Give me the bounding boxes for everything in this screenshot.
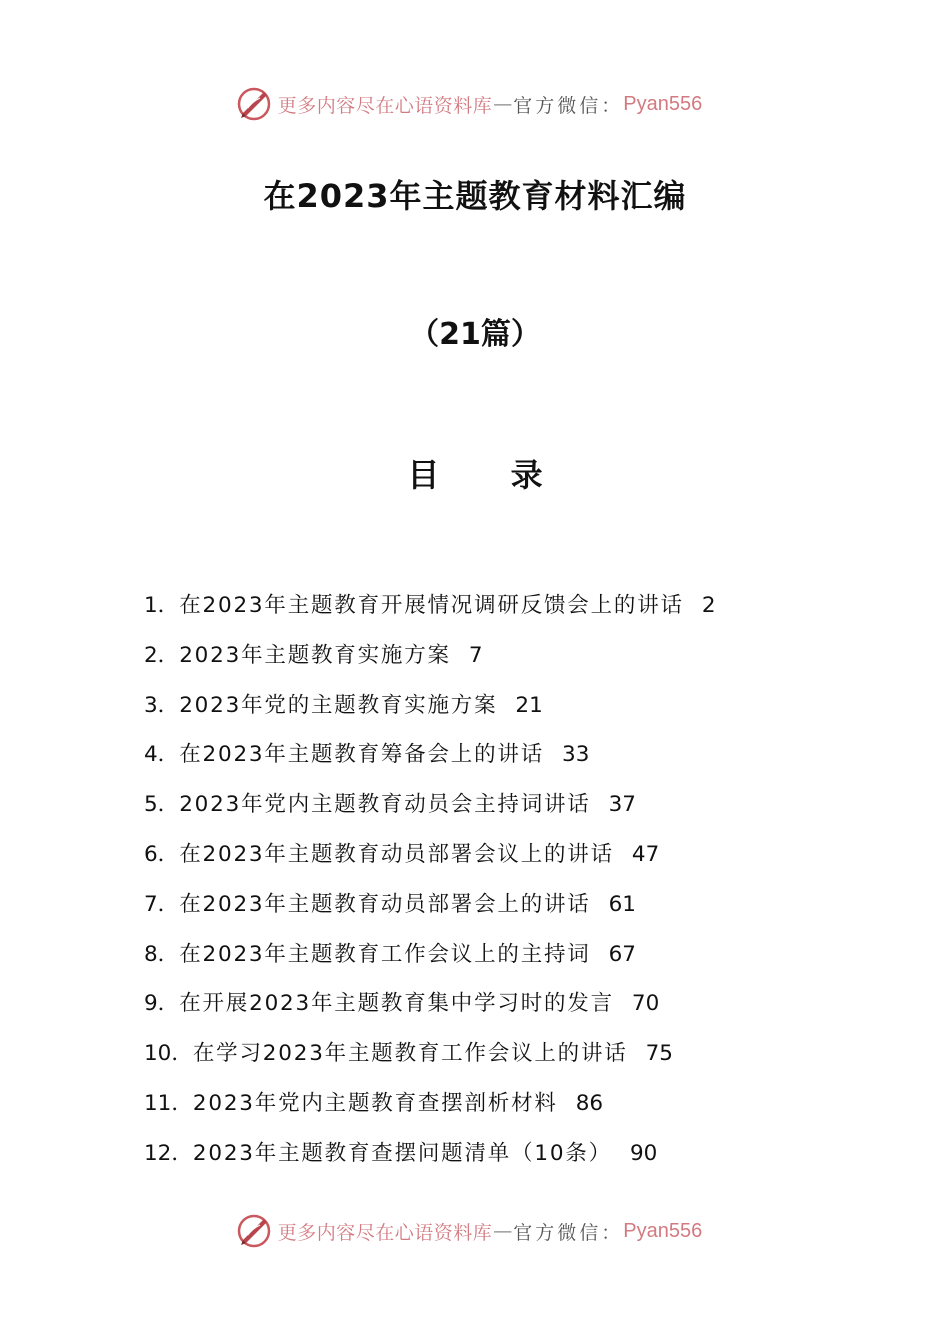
- document-title: 在2023年主题教育材料汇编: [263, 177, 687, 215]
- toc-item-page: 33: [562, 742, 590, 768]
- table-of-contents: [144, 583, 844, 1181]
- toc-item[interactable]: [144, 882, 844, 932]
- toc-item-page: 70: [631, 991, 660, 1017]
- toc-item-title: 2023年主题教育实施方案: [179, 642, 451, 668]
- toc-item[interactable]: [144, 782, 844, 832]
- watermark-official-label: 官方微信：: [513, 1221, 624, 1244]
- toc-item-page: 2: [701, 593, 716, 618]
- toc-item-title: 2023年党内主题教育动员会主持词讲话: [179, 792, 591, 818]
- toc-item-number: 3．: [144, 692, 180, 718]
- toc-item-number: 1．: [144, 593, 180, 618]
- toc-heading: 目 录: [407, 456, 573, 494]
- toc-item-number: 10．: [144, 1041, 193, 1067]
- toc-item-title: 在2023年主题教育动员部署会议上的讲话: [179, 841, 614, 867]
- pen-logo-icon: [234, 1211, 274, 1251]
- toc-item-page: 67: [608, 941, 636, 967]
- toc-item[interactable]: [144, 683, 844, 733]
- toc-item[interactable]: [144, 1081, 844, 1131]
- toc-item[interactable]: [144, 583, 844, 633]
- toc-item[interactable]: [144, 932, 844, 982]
- watermark-text: 更多内容尽在心语资料库: [277, 94, 493, 117]
- toc-item[interactable]: [144, 832, 844, 882]
- toc-item-number: 4．: [144, 742, 180, 768]
- toc-item-title: 2023年党的主题教育实施方案: [179, 692, 498, 718]
- toc-item-title: 在2023年主题教育开展情况调研反馈会上的讲话: [179, 593, 684, 618]
- toc-item-title: 在2023年主题教育工作会议上的主持词: [179, 941, 591, 967]
- toc-item-page: 90: [629, 1140, 658, 1166]
- toc-item-page: 86: [575, 1090, 604, 1116]
- watermark-official-label: 官方微信：: [513, 94, 624, 117]
- toc-item[interactable]: [144, 981, 844, 1031]
- toc-item-page: 7: [468, 642, 483, 668]
- toc-item-title: 在学习2023年主题教育工作会议上的讲话: [192, 1041, 628, 1067]
- toc-item-title: 在2023年主题教育筹备会上的讲话: [179, 742, 545, 768]
- watermark-wechat-id: Pyan556: [623, 1219, 703, 1242]
- toc-item-number: 2．: [144, 642, 180, 668]
- toc-item-number: 6．: [144, 841, 180, 867]
- toc-item-number: 5．: [144, 792, 180, 818]
- toc-item[interactable]: [144, 633, 844, 683]
- toc-item-page: 75: [645, 1041, 673, 1067]
- toc-item-page: 47: [631, 841, 660, 867]
- toc-item[interactable]: [144, 1031, 844, 1081]
- document-count: （21篇）: [409, 317, 541, 352]
- pen-logo-icon: [234, 84, 274, 124]
- toc-item-page: 21: [515, 692, 543, 718]
- toc-item-number: 11．: [144, 1090, 193, 1116]
- toc-item-number: 12．: [144, 1140, 193, 1166]
- toc-item[interactable]: [144, 1131, 844, 1181]
- toc-item-title: 在开展2023年主题教育集中学习时的发言: [179, 991, 614, 1017]
- toc-item-number: 7．: [144, 891, 180, 917]
- watermark-text: 更多内容尽在心语资料库: [277, 1221, 493, 1244]
- watermark-separator: —: [493, 93, 513, 115]
- watermark-separator: —: [493, 1220, 513, 1242]
- toc-item-title: 2023年主题教育查摆问题清单（10条）: [192, 1140, 612, 1166]
- toc-item-page: 37: [608, 792, 636, 818]
- toc-item-title: 2023年党内主题教育查摆剖析材料: [192, 1090, 558, 1116]
- toc-item-title: 在2023年主题教育动员部署会上的讲话: [179, 891, 591, 917]
- watermark-wechat-id: Pyan556: [623, 92, 703, 115]
- watermark-header: [0, 84, 950, 124]
- toc-item-number: 9．: [144, 991, 180, 1017]
- toc-item-page: 61: [608, 891, 636, 917]
- toc-item[interactable]: [144, 732, 844, 782]
- toc-item-number: 8．: [144, 941, 180, 967]
- watermark-footer: [0, 1211, 950, 1251]
